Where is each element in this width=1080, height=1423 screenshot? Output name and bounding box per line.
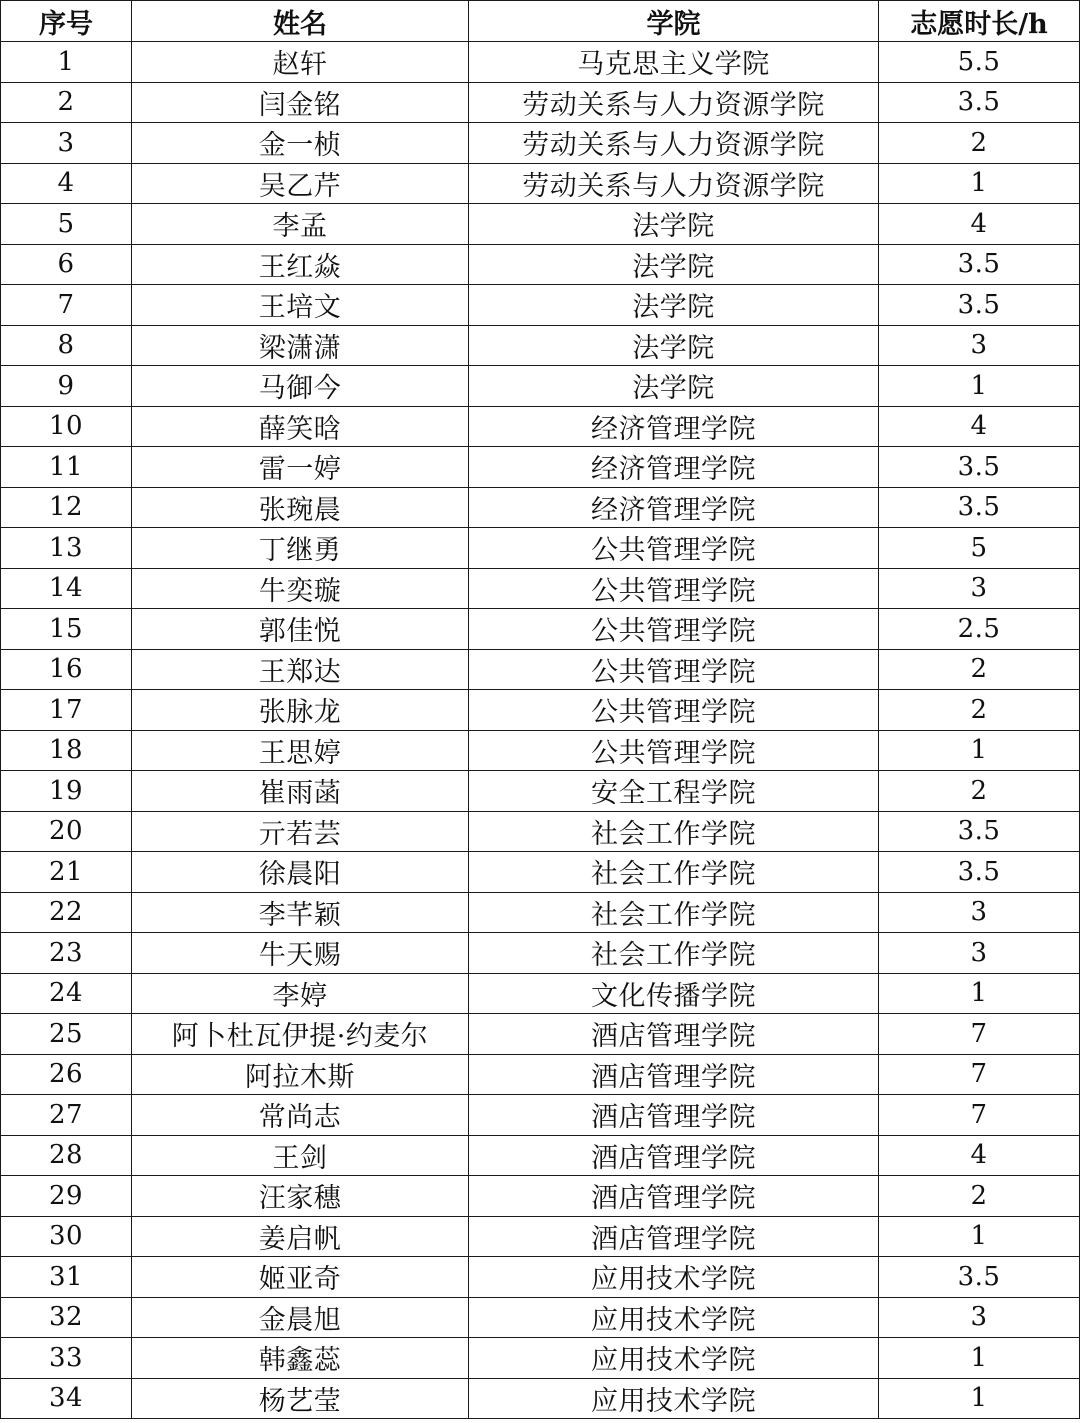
cell-index: 31: [1, 1257, 132, 1298]
cell-college: 公共管理学院: [469, 690, 879, 731]
cell-college: 法学院: [469, 325, 879, 366]
cell-college: 经济管理学院: [469, 406, 879, 447]
cell-hours: 3.5: [879, 244, 1080, 285]
cell-hours: 2: [879, 771, 1080, 812]
cell-index: 5: [1, 204, 132, 245]
table-row: [1, 690, 1080, 731]
cell-hours: 1: [879, 1338, 1080, 1379]
cell-college: 社会工作学院: [469, 852, 879, 893]
cell-index: 13: [1, 528, 132, 569]
header-name: 姓名: [132, 1, 469, 42]
cell-index: 22: [1, 892, 132, 933]
cell-name: 薛笑晗: [132, 406, 469, 447]
table-row: [1, 1338, 1080, 1379]
cell-college: 酒店管理学院: [469, 1095, 879, 1136]
table-row: [1, 325, 1080, 366]
table-row: [1, 609, 1080, 650]
table-row: [1, 1176, 1080, 1217]
cell-college: 法学院: [469, 244, 879, 285]
cell-index: 17: [1, 690, 132, 731]
table-row: [1, 1378, 1080, 1419]
cell-index: 21: [1, 852, 132, 893]
cell-hours: 3.5: [879, 811, 1080, 852]
table-header: [1, 1, 1080, 42]
cell-index: 34: [1, 1378, 132, 1419]
cell-college: 文化传播学院: [469, 973, 879, 1014]
cell-name: 雷一婷: [132, 447, 469, 488]
cell-hours: 2: [879, 690, 1080, 731]
cell-index: 1: [1, 42, 132, 83]
cell-name: 金晨旭: [132, 1297, 469, 1338]
cell-index: 7: [1, 285, 132, 326]
table-row: [1, 1014, 1080, 1055]
cell-hours: 3: [879, 568, 1080, 609]
cell-name: 李芊颖: [132, 892, 469, 933]
cell-college: 酒店管理学院: [469, 1176, 879, 1217]
cell-hours: 3.5: [879, 82, 1080, 123]
cell-college: 劳动关系与人力资源学院: [469, 123, 879, 164]
cell-hours: 3.5: [879, 285, 1080, 326]
cell-name: 赵轩: [132, 42, 469, 83]
cell-index: 14: [1, 568, 132, 609]
cell-hours: 3: [879, 892, 1080, 933]
table-row: [1, 204, 1080, 245]
cell-college: 酒店管理学院: [469, 1014, 879, 1055]
cell-index: 19: [1, 771, 132, 812]
table-body: [1, 42, 1080, 1419]
table-row: [1, 123, 1080, 164]
cell-index: 10: [1, 406, 132, 447]
cell-name: 李婷: [132, 973, 469, 1014]
cell-hours: 1: [879, 973, 1080, 1014]
table-row: [1, 1095, 1080, 1136]
table-row: [1, 568, 1080, 609]
cell-name: 金一桢: [132, 123, 469, 164]
cell-college: 社会工作学院: [469, 892, 879, 933]
cell-college: 马克思主义学院: [469, 42, 879, 83]
cell-index: 27: [1, 1095, 132, 1136]
table-row: [1, 1135, 1080, 1176]
cell-college: 劳动关系与人力资源学院: [469, 163, 879, 204]
cell-name: 徐晨阳: [132, 852, 469, 893]
cell-index: 12: [1, 487, 132, 528]
cell-name: 梁潇潇: [132, 325, 469, 366]
cell-index: 4: [1, 163, 132, 204]
cell-hours: 3.5: [879, 852, 1080, 893]
cell-hours: 4: [879, 406, 1080, 447]
table-row: [1, 1257, 1080, 1298]
table-row: [1, 406, 1080, 447]
cell-hours: 3.5: [879, 1257, 1080, 1298]
cell-name: 韩鑫蕊: [132, 1338, 469, 1379]
cell-college: 社会工作学院: [469, 933, 879, 974]
table-row: [1, 1297, 1080, 1338]
cell-hours: 4: [879, 204, 1080, 245]
table-row: [1, 852, 1080, 893]
cell-college: 酒店管理学院: [469, 1054, 879, 1095]
cell-college: 法学院: [469, 204, 879, 245]
cell-name: 常尚志: [132, 1095, 469, 1136]
cell-hours: 5.5: [879, 42, 1080, 83]
cell-index: 33: [1, 1338, 132, 1379]
cell-name: 张脉龙: [132, 690, 469, 731]
cell-hours: 7: [879, 1014, 1080, 1055]
table-row: [1, 933, 1080, 974]
cell-name: 崔雨菡: [132, 771, 469, 812]
cell-index: 3: [1, 123, 132, 164]
cell-hours: 7: [879, 1095, 1080, 1136]
cell-college: 经济管理学院: [469, 487, 879, 528]
cell-name: 阿拉木斯: [132, 1054, 469, 1095]
cell-name: 王培文: [132, 285, 469, 326]
cell-index: 9: [1, 366, 132, 407]
cell-index: 24: [1, 973, 132, 1014]
cell-hours: 2: [879, 123, 1080, 164]
cell-college: 经济管理学院: [469, 447, 879, 488]
cell-index: 6: [1, 244, 132, 285]
cell-college: 公共管理学院: [469, 609, 879, 650]
header-index: 序号: [1, 1, 132, 42]
cell-hours: 3: [879, 1297, 1080, 1338]
cell-name: 杨艺莹: [132, 1378, 469, 1419]
cell-college: 安全工程学院: [469, 771, 879, 812]
cell-hours: 1: [879, 366, 1080, 407]
cell-name: 丁继勇: [132, 528, 469, 569]
cell-index: 11: [1, 447, 132, 488]
header-row: [1, 1, 1080, 42]
table-row: [1, 730, 1080, 771]
table-row: [1, 82, 1080, 123]
cell-name: 李孟: [132, 204, 469, 245]
cell-name: 吴乙芹: [132, 163, 469, 204]
table-row: [1, 163, 1080, 204]
cell-name: 王郑达: [132, 649, 469, 690]
cell-index: 28: [1, 1135, 132, 1176]
table-row: [1, 771, 1080, 812]
table-row: [1, 811, 1080, 852]
cell-hours: 3.5: [879, 487, 1080, 528]
cell-name: 牛奕璇: [132, 568, 469, 609]
cell-college: 酒店管理学院: [469, 1135, 879, 1176]
table-row: [1, 285, 1080, 326]
cell-name: 王红焱: [132, 244, 469, 285]
cell-college: 公共管理学院: [469, 730, 879, 771]
table-row: [1, 366, 1080, 407]
cell-name: 牛天赐: [132, 933, 469, 974]
cell-hours: 3: [879, 933, 1080, 974]
cell-name: 马御今: [132, 366, 469, 407]
header-college: 学院: [469, 1, 879, 42]
cell-college: 酒店管理学院: [469, 1216, 879, 1257]
cell-hours: 3: [879, 325, 1080, 366]
cell-hours: 2.5: [879, 609, 1080, 650]
cell-college: 公共管理学院: [469, 649, 879, 690]
cell-hours: 5: [879, 528, 1080, 569]
cell-name: 姜启帆: [132, 1216, 469, 1257]
cell-college: 法学院: [469, 285, 879, 326]
cell-index: 15: [1, 609, 132, 650]
table-row: [1, 528, 1080, 569]
cell-name: 张琬晨: [132, 487, 469, 528]
cell-name: 姬亚奇: [132, 1257, 469, 1298]
cell-college: 应用技术学院: [469, 1297, 879, 1338]
cell-index: 18: [1, 730, 132, 771]
table-row: [1, 487, 1080, 528]
cell-index: 16: [1, 649, 132, 690]
cell-college: 公共管理学院: [469, 528, 879, 569]
header-hours: 志愿时长/h: [879, 1, 1080, 42]
cell-hours: 2: [879, 649, 1080, 690]
cell-hours: 7: [879, 1054, 1080, 1095]
cell-hours: 1: [879, 163, 1080, 204]
cell-index: 8: [1, 325, 132, 366]
cell-hours: 1: [879, 730, 1080, 771]
cell-hours: 1: [879, 1378, 1080, 1419]
cell-hours: 2: [879, 1176, 1080, 1217]
cell-hours: 4: [879, 1135, 1080, 1176]
cell-college: 公共管理学院: [469, 568, 879, 609]
table-row: [1, 447, 1080, 488]
table-row: [1, 1054, 1080, 1095]
table-row: [1, 973, 1080, 1014]
cell-index: 23: [1, 933, 132, 974]
table-row: [1, 649, 1080, 690]
cell-college: 应用技术学院: [469, 1378, 879, 1419]
cell-index: 20: [1, 811, 132, 852]
cell-college: 应用技术学院: [469, 1257, 879, 1298]
cell-index: 32: [1, 1297, 132, 1338]
cell-name: 亓若芸: [132, 811, 469, 852]
table-row: [1, 244, 1080, 285]
table-row: [1, 1216, 1080, 1257]
cell-index: 25: [1, 1014, 132, 1055]
cell-name: 王思婷: [132, 730, 469, 771]
cell-index: 30: [1, 1216, 132, 1257]
cell-name: 阿卜杜瓦伊提·约麦尔: [132, 1014, 469, 1055]
cell-college: 社会工作学院: [469, 811, 879, 852]
cell-name: 郭佳悦: [132, 609, 469, 650]
cell-college: 法学院: [469, 366, 879, 407]
table-row: [1, 892, 1080, 933]
cell-index: 26: [1, 1054, 132, 1095]
cell-hours: 3.5: [879, 447, 1080, 488]
cell-name: 汪家穗: [132, 1176, 469, 1217]
cell-name: 闫金铭: [132, 82, 469, 123]
table-row: [1, 42, 1080, 83]
cell-hours: 1: [879, 1216, 1080, 1257]
cell-college: 应用技术学院: [469, 1338, 879, 1379]
cell-name: 王剑: [132, 1135, 469, 1176]
cell-college: 劳动关系与人力资源学院: [469, 82, 879, 123]
cell-index: 2: [1, 82, 132, 123]
cell-index: 29: [1, 1176, 132, 1217]
